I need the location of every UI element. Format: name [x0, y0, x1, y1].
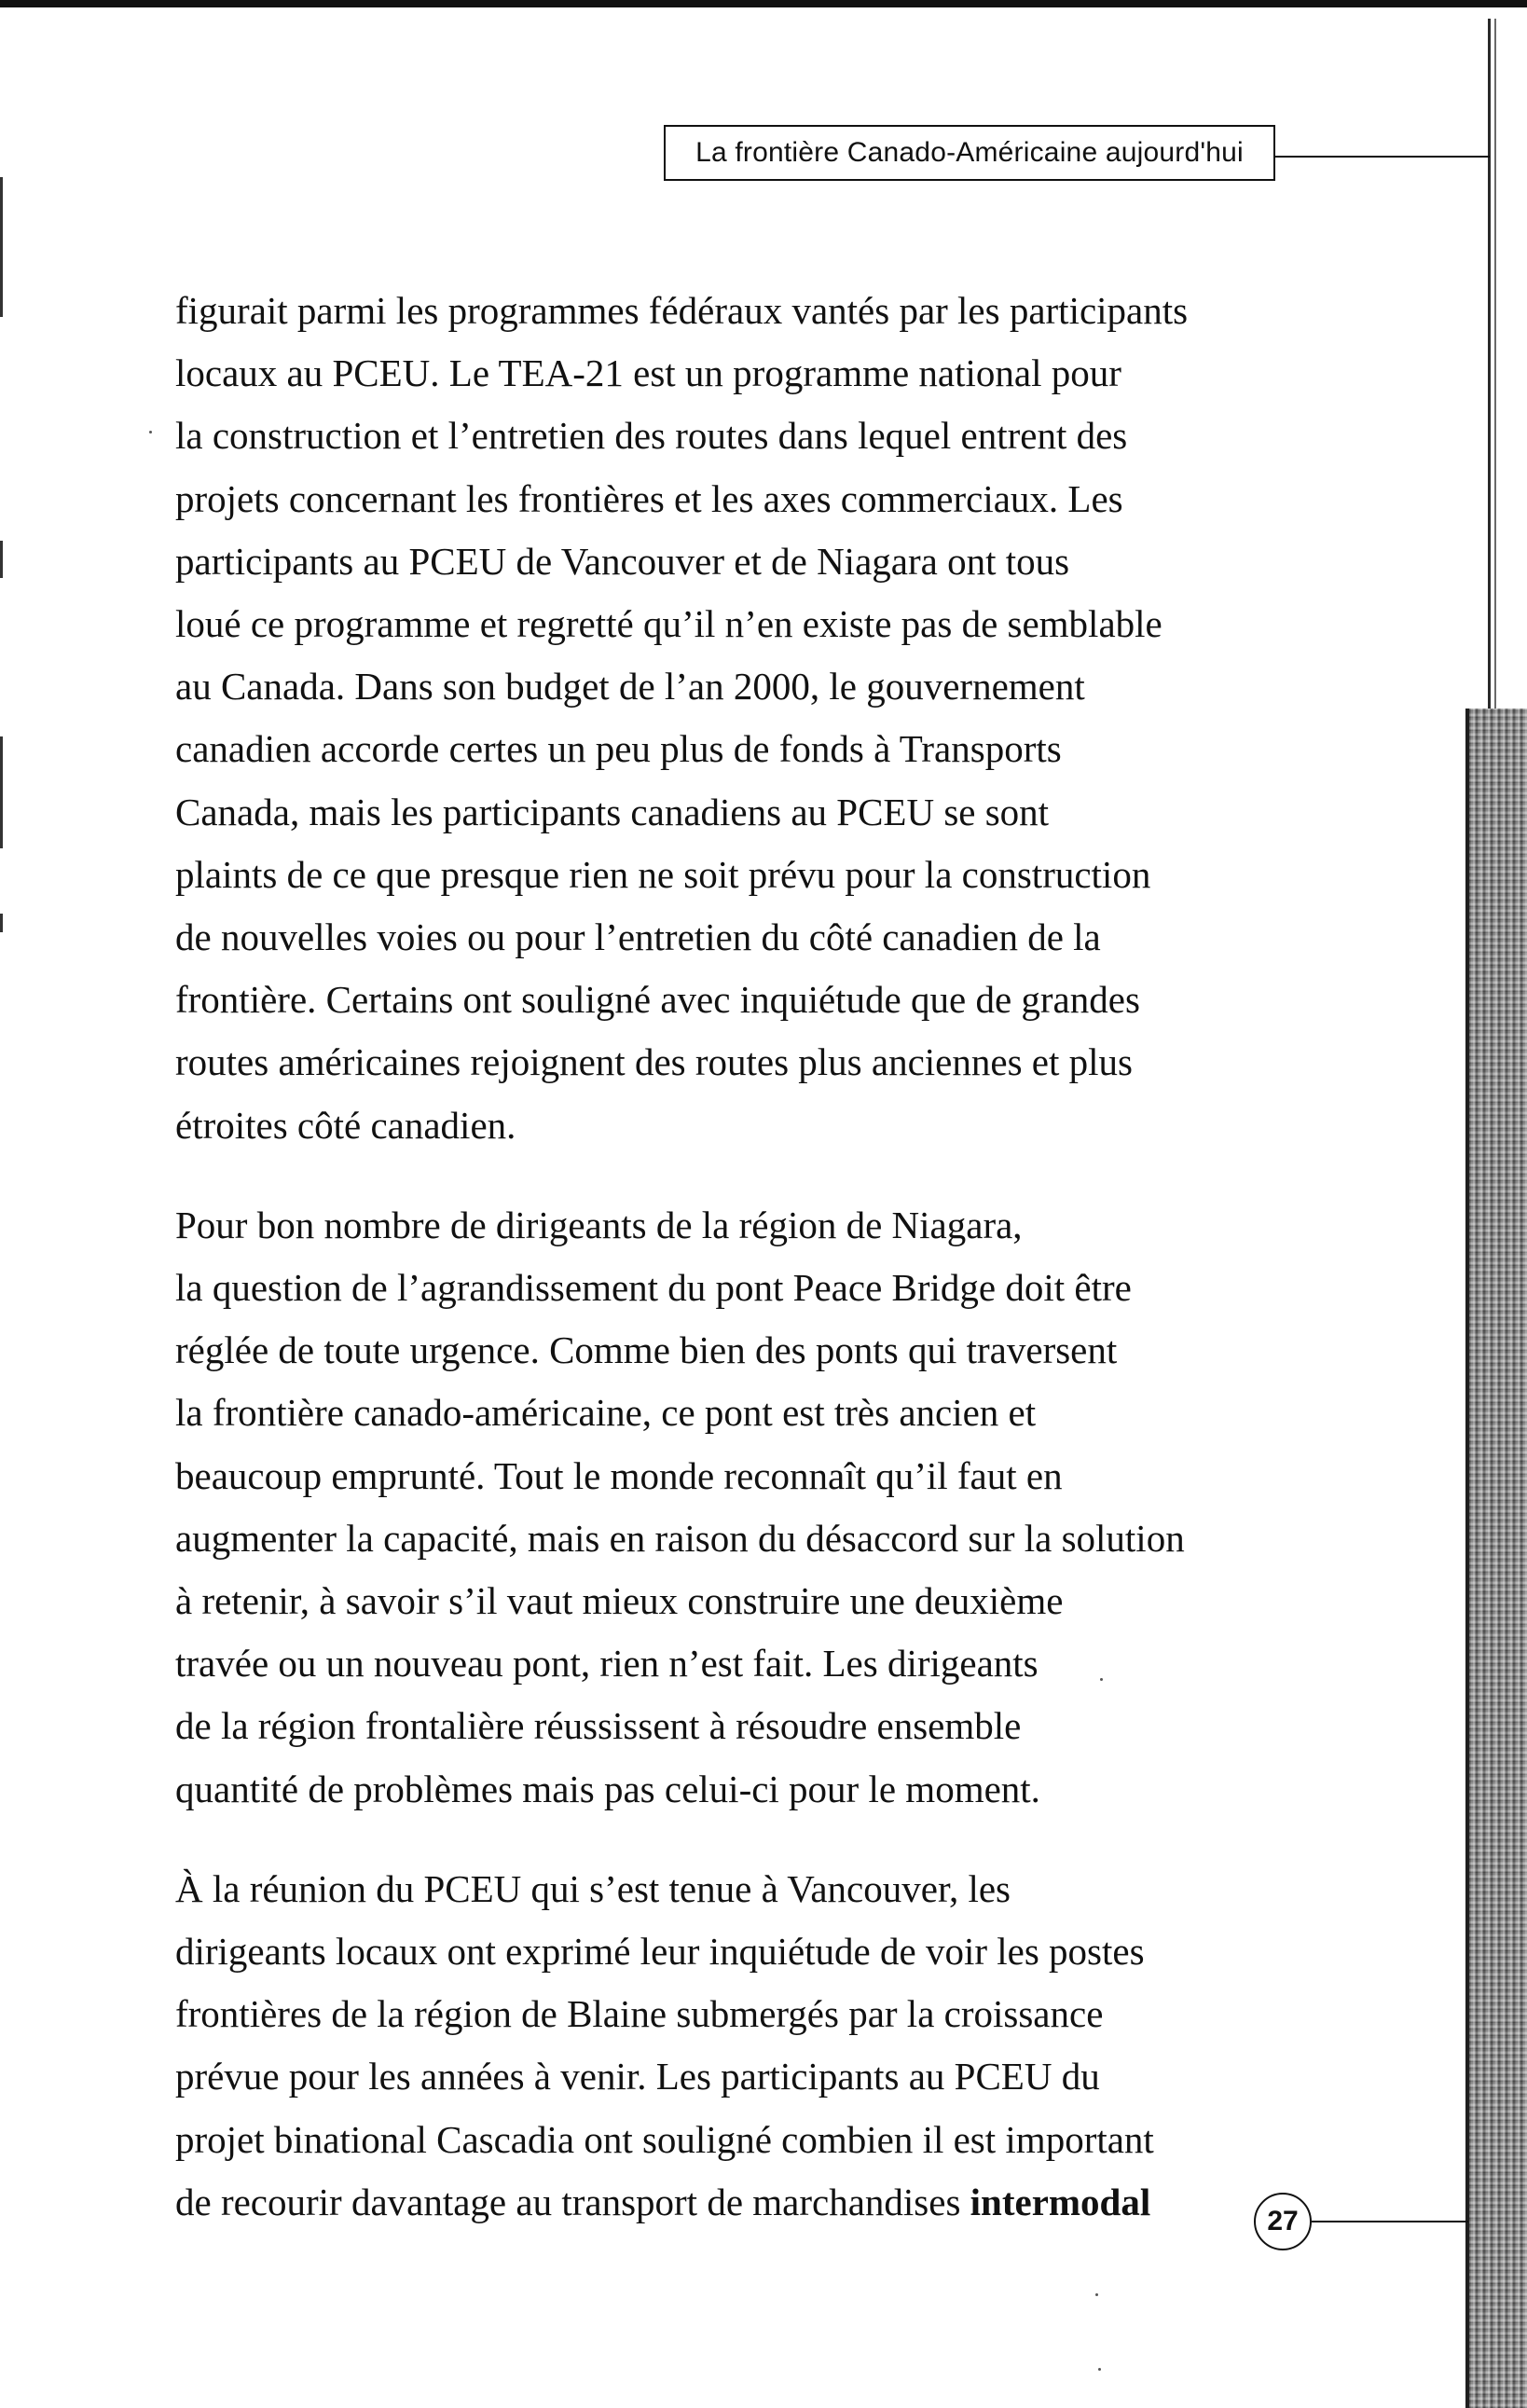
page-top-border — [0, 0, 1527, 7]
text-line: à retenir, à savoir s’il vaut mieux construire une deuxième — [175, 1579, 1064, 1623]
text-line: projets concernant les frontières et les axes commerciaux. Les — [175, 476, 1123, 520]
text-line — [175, 2171, 1266, 2234]
paragraph — [175, 280, 1266, 1157]
page-number: 27 — [1267, 2206, 1299, 2236]
text-line: projet binational Cascadia ont souligné combien il est important — [175, 2117, 1154, 2161]
scan-mark — [0, 541, 3, 578]
running-header — [664, 125, 1275, 181]
text-line: frontière. Certains ont souligné avec inquiétude que de grandes — [175, 978, 1140, 1022]
page-edge-line — [1488, 19, 1491, 709]
text-line: À la réunion du PCEU qui s’est tenue à Vancouver, les — [175, 1866, 1011, 1910]
text-line: au Canada. Dans son budget de l’an 2000, le gouvernement — [175, 665, 1085, 709]
text-line: canadien accorde certes un peu plus de fonds à Transports — [175, 727, 1062, 771]
text-line: routes américaines rejoignent des routes plus anciennes et plus — [175, 1040, 1133, 1084]
paragraph — [175, 1194, 1266, 1821]
text-line: la frontière canado-américaine, ce pont est très ancien et — [175, 1391, 1037, 1435]
text-line: la question de l’agrandissement du pont Peace Bridge doit être — [175, 1266, 1132, 1310]
text-line: beaucoup emprunté. Tout le monde reconnaît qu’il faut en — [175, 1453, 1063, 1497]
text-line: Pour bon nombre de dirigeants de la région de Niagara, — [175, 1203, 1023, 1246]
text-line: plaints de ce que presque rien ne soit prévu pour la construction — [175, 852, 1151, 896]
scan-speck — [1098, 2368, 1101, 2371]
page-edge-line — [1494, 19, 1496, 709]
text-line: frontières de la région de Blaine submergés par la croissance — [175, 1992, 1104, 2036]
text-line: quantité de problèmes mais pas celui-ci pour le moment. — [175, 1767, 1040, 1810]
bold-term: intermodal — [970, 2180, 1151, 2223]
text-line: la construction et l’entretien des routes dans lequel entrent des — [175, 414, 1128, 458]
text-line: réglée de toute urgence. Comme bien des ponts qui traversent — [175, 1328, 1118, 1372]
text-line: prévue pour les années à venir. Les participants au PCEU du — [175, 2055, 1100, 2098]
body-text — [175, 280, 1266, 2271]
text-line: augmenter la capacité, mais en raison du désaccord sur la solution — [175, 1516, 1185, 1560]
text-line: loué ce programme et regretté qu’il n’en existe pas de semblable — [175, 602, 1162, 646]
paragraph — [175, 1858, 1266, 2234]
scan-mark — [0, 736, 3, 848]
thumb-index-tab — [1465, 709, 1527, 2408]
page-number-badge — [1254, 2193, 1312, 2250]
text-line: travée ou un nouveau pont, rien n’est fait. Les dirigeants — [175, 1642, 1039, 1686]
running-header-title: La frontière Canado-Américaine aujourd'hui — [695, 137, 1244, 168]
text-line: Canada, mais les participants canadiens au PCEU se sont — [175, 790, 1050, 833]
scan-speck — [149, 431, 152, 433]
text-line: figurait parmi les programmes fédéraux vantés par les participants — [175, 289, 1189, 332]
header-rule — [1275, 156, 1490, 158]
text-line: participants au PCEU de Vancouver et de Niagara ont tous — [175, 539, 1070, 583]
text-line: dirigeants locaux ont exprimé leur inquiétude de voir les postes — [175, 1930, 1145, 1974]
text-line: de la région frontalière réussissent à résoudre ensemble — [175, 1704, 1022, 1748]
page-number-rule — [1312, 2221, 1468, 2222]
scan-mark — [0, 177, 3, 317]
scan-speck — [1095, 2293, 1098, 2296]
text-line: de nouvelles voies ou pour l’entretien du côté canadien de la — [175, 915, 1101, 959]
text-line: étroites côté canadien. — [175, 1103, 516, 1147]
text-line-prefix: de recourir davantage au transport de marchandises — [175, 2180, 970, 2223]
scan-mark — [0, 914, 3, 932]
text-line: locaux au PCEU. Le TEA-21 est un programme national pour — [175, 351, 1121, 395]
